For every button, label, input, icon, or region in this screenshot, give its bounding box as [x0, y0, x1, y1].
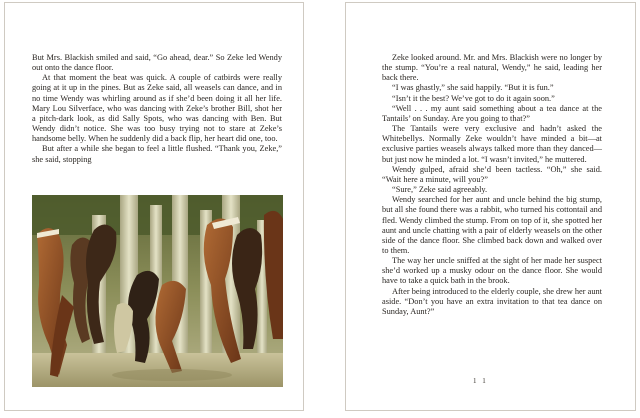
paragraph: “Sure,” Zeke said agreeably.	[392, 185, 488, 195]
paragraph: At that moment the beat was quick. A couple of catbirds were really going at it up in the pines. But as Zeke said, all weasels can dance, and in no time Wendy was whirling around as if she’d been doing it all her life. Mary Lou Silverface, who was dancing with Zeke’s brother Bill, shot her a pitch-dark look, as did Sally Spots, who was dancing with Ben. But Wendy didn’t notice. She was too busy trying not to stare at Zeke’s handsome belly. When he suddenly did a back flip, her heart did one, too.	[32, 73, 282, 144]
right-page	[345, 2, 636, 411]
paragraph: But after a while she began to feel a little flushed. “Thank you, Zeke,” she said, stopping	[32, 144, 282, 164]
paragraph: “Isn’t it the best? We’ve got to do it again soon.”	[392, 93, 555, 103]
paragraph: “I was ghastly,” she said happily. “But it is fun.”	[392, 83, 554, 93]
paragraph: The Tantails were very exclusive and hadn’t asked the Whitebellys. Normally Zeke wouldn’t have minded a bit—at exclusive parties weasels always talked more than they danced—but just now he minded a lot. “I wasn’t invited,” he muttered.	[382, 124, 602, 164]
forest-dance-painting	[32, 195, 283, 387]
paragraph: Wendy gulped, afraid she’d been tactless. “Oh,” she said. “Wait here a minute, will you?”	[382, 164, 602, 184]
page-number: 1 1	[473, 377, 488, 385]
left-page-text	[32, 53, 282, 165]
paragraph: “Well . . . my aunt said something about a tea dance at the Tantails’ on Sunday. Are you going to that?”	[382, 103, 602, 123]
paragraph: The way her uncle sniffed at the sight of her made her suspect she’d worked up a musky odour on the dance floor. She would have to take a quick bath in the brook.	[382, 256, 602, 286]
right-page-text	[382, 53, 602, 317]
paragraph: After being introduced to the elderly couple, she drew her aunt aside. “Don’t you have an extra invitation to that tea dance on Sunday, Aunt?”	[382, 286, 602, 316]
paragraph: Zeke looked around. Mr. and Mrs. Blackish were no longer by the stump. “You’re a real natural, Wendy,” he said, leading her back there.	[382, 53, 602, 83]
left-page	[4, 2, 304, 411]
dancing-weasels-illustration	[32, 195, 283, 387]
paragraph: Wendy searched for her aunt and uncle behind the big stump, but all she found there was a rabbit, who turned his cottontail and fled. Wendy climbed the stump. From on top of it, she spotted her aunt and uncle chatting with a pair of elderly weasels on the other side of the dance floor. She climbed back down and walked over to them.	[382, 195, 602, 255]
paragraph: But Mrs. Blackish smiled and said, “Go ahead, dear.” So Zeke led Wendy out onto the dance floor.	[32, 53, 282, 73]
